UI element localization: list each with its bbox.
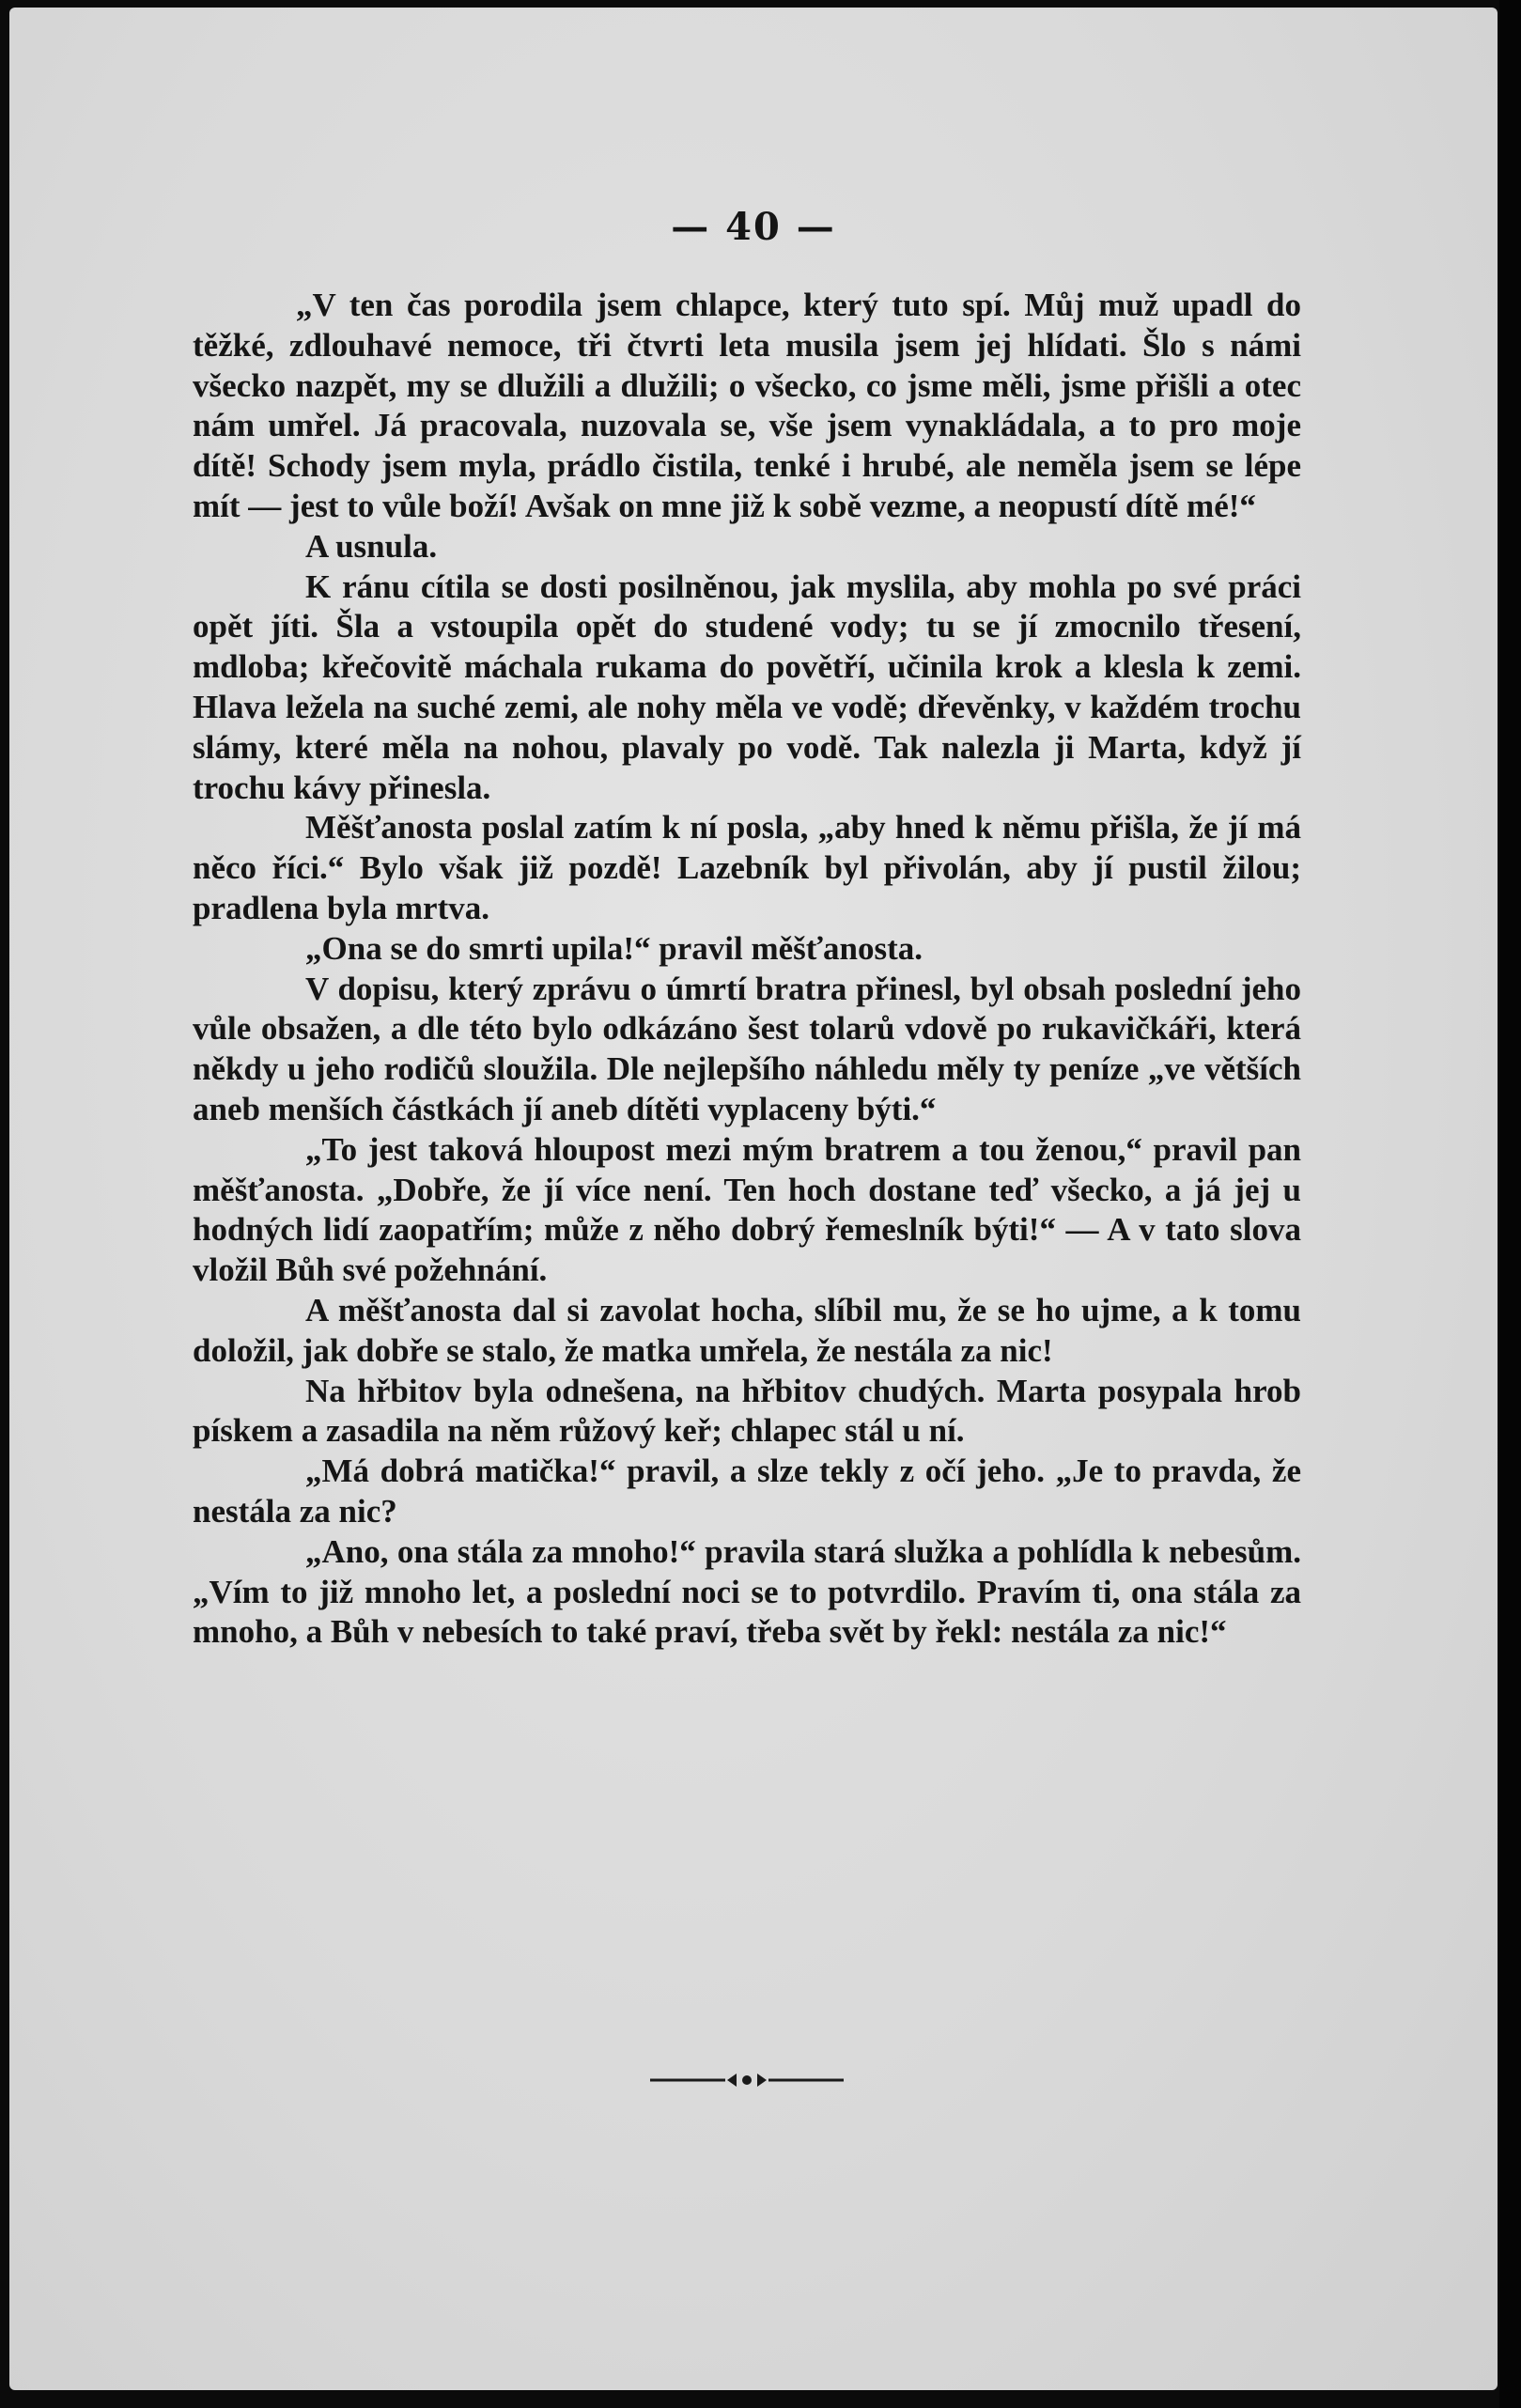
book-page [9, 8, 1498, 2390]
paragraph: Měšťanosta poslal zatím k ní posla, „aby hned k němu přišla, že jí má něco říci.“ Bylo však již pozdě! Lazebník byl přivolán, aby jí pustil žilou; pradlena byla mrtva. [193, 809, 1301, 926]
page-number: — 40 — [671, 205, 836, 249]
paragraph: A měšťanosta dal si zavolat hocha, slíbil mu, že se ho ujme, a k tomu doložil, jak dobře se stalo, že matka umřela, že nestála za nic! [193, 1291, 1301, 1369]
end-ornament-icon [650, 2068, 844, 2092]
paragraph: „V ten čas porodila jsem chlapce, který tuto spí. Můj muž upadl do těžké, zdlouhavé nemoce, tři čtvrti leta musila jsem jej hlídati. Šlo s námi všecko nazpět, my se dlužili a dlužili; o všecko, co jsme měli, jsme přišli a otec nám umřel. Já pracovala, nuzovala se, vše jsem vynakládala, a to pro moje dítě! Schody jsem myla, prádlo čistila, tenké i hrubé, ale neměla jsem se lépe mít — jest to vůle boží! Avšak on mne již k sobě vezme, a neopustí dítě mé!“ [193, 287, 1301, 524]
paragraph: A usnula. [305, 527, 438, 565]
scan-edge [1499, 0, 1521, 2408]
paragraph: „Ona se do smrti upila!“ pravil měšťanosta. [305, 929, 923, 967]
paragraph: Na hřbitov byla odnešena, na hřbitov chudých. Marta posypala hrob pískem a zasadila na něm růžový keř; chlapec stál u ní. [193, 1372, 1301, 1450]
paragraph: „Má dobrá matička!“ pravil, a slze tekly z očí jeho. „Je to pravda, že nestála za nic? [193, 1453, 1301, 1530]
paragraph: K ránu cítila se dosti posilněnou, jak myslila, aby mohla po své práci opět jíti. Šla a vstoupila opět do studené vody; tu se jí zmocnilo třesení, mdloba; křečovitě máchala rukama do povětří, učinila krok a klesla k zemi. Hlava ležela na suché zemi, ale nohy měla ve vodě; dřevěnky, v každém trochu slámy, které měla na nohou, plavaly po vodě. Tak nalezla ji Marta, když jí trochu kávy přinesla. [193, 567, 1301, 806]
paragraph: „Ano, ona stála za mnoho!“ pravila stará služka a pohlídla k nebesům. „Vím to již mnoho let, a poslední noci se to potvrdilo. Pravím ti, ona stála za mnoho, a Bůh v nebesích to také praví, třeba svět by řekl: nestála za nic!“ [193, 1532, 1301, 1651]
paragraph: „To jest taková hloupost mezi mým bratrem a tou ženou,“ pravil pan měšťanosta. „Dobře, že jí více není. Ten hoch dostane teď všecko, a já jej u hodných lidí zaopatřím; může z něho dobrý řemeslník býti!“ — A v tato slova vložil Bůh své požehnání. [193, 1130, 1301, 1289]
paragraph: V dopisu, který zprávu o úmrtí bratra přinesl, byl obsah poslední jeho vůle obsažen, a dle této bylo odkázáno šest tolarů vdově po rukavičkáři, která někdy u jeho rodičů sloužila. Dle nejlepšího náhledu měly ty peníze „ve větších aneb menších částkách jí aneb dítěti vyplaceny býti.“ [193, 970, 1301, 1127]
body-text [193, 286, 1301, 1653]
